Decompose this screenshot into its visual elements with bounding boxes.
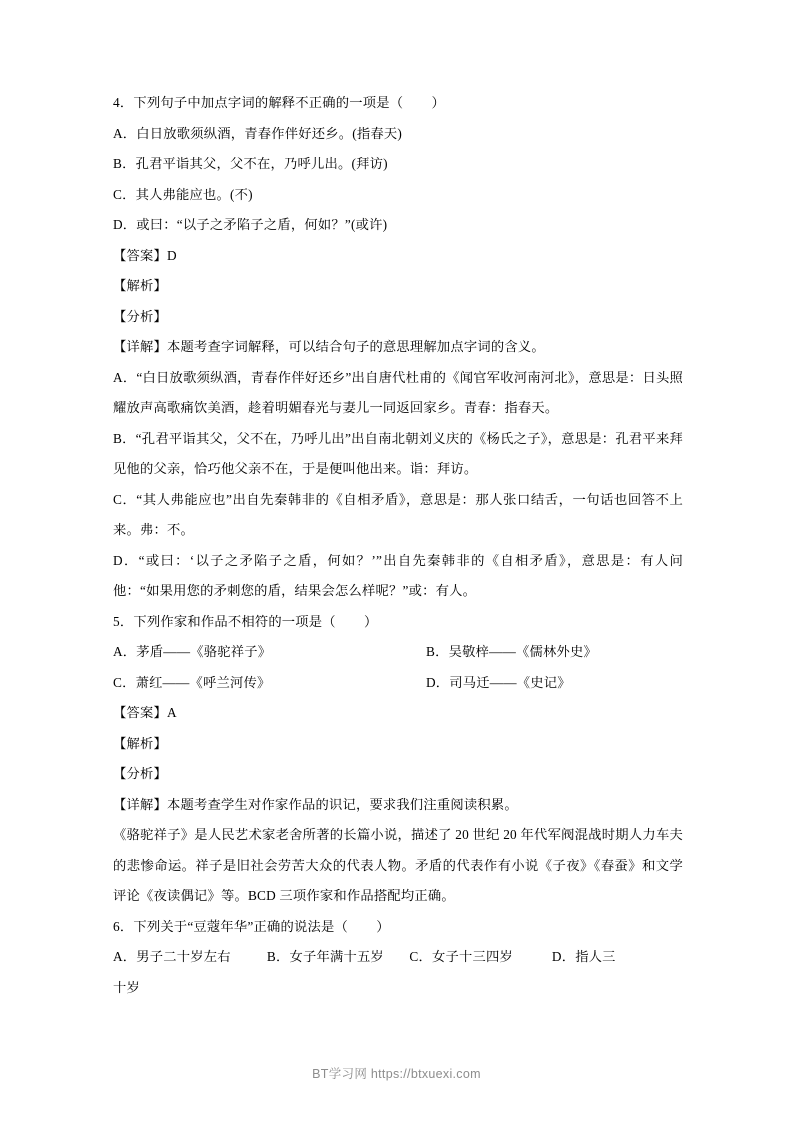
question-4-explanation: 【详解】本题考查字词解释，可以结合句子的意思理解加点字词的含义。 — [113, 339, 545, 354]
question-4-option-c: C．其人弗能应也。(不) — [113, 186, 253, 202]
question-6-option-c: C．女子十三四岁 — [409, 949, 513, 964]
question-5-explanation: 【详解】本题考查学生对作家作品的识记，要求我们注重阅读积累。 — [113, 796, 518, 812]
document-body — [113, 88, 683, 1003]
question-6-option-d: D．指人三 — [551, 949, 616, 964]
question-4: 4．下列句子中加点字词的解释不正确的一项是（ ） — [113, 95, 445, 110]
question-4-explanation-b: B．“孔君平诣其父，父不在，乃呼儿出”出自南北朝刘义庆的《杨氏之子》，意思是：孔君平来拜见他的父亲，恰巧他父亲不在，于是便叫他出来。诣：拜访。 — [113, 430, 683, 476]
question-5-option-b: B．吴敬梓——《儒林外史》 — [426, 644, 598, 659]
question-4-option-b: B．孔君平诣其父，父不在，乃呼儿出。(拜访) — [113, 156, 388, 171]
question-4-analysis-label: 【解析】 — [113, 278, 167, 293]
question-5-option-a: A．茅盾——《骆驼祥子》 — [113, 644, 272, 659]
question-4-breakdown-label: 【分析】 — [113, 308, 167, 324]
question-5-option-c: C．萧红——《呼兰河传》 — [113, 674, 271, 690]
question-6-option-a: A．男子二十岁左右 — [113, 949, 231, 964]
question-4-explanation-c: C．“其人弗能应也”出自先秦韩非的《自相矛盾》，意思是：那人张口结舌，一句话也回答不上来。弗：不。 — [113, 491, 683, 537]
question-5-options-row-1 — [113, 637, 683, 668]
question-4-option-d: D．或曰：“以子之矛陷子之盾，何如？”(或许) — [113, 217, 388, 232]
page-footer: BT学习网 https://btxuexi.com — [312, 1067, 481, 1081]
question-6: 6．下列关于“豆蔻年华”正确的说法是（ ） — [113, 918, 390, 934]
question-5-answer: 【答案】A — [113, 705, 177, 720]
question-5-breakdown-label: 【分析】 — [113, 766, 167, 781]
question-4-answer: 【答案】D — [113, 247, 177, 263]
question-6-option-d-continuation: 十岁 — [113, 979, 140, 995]
question-4-explanation-a: A．“白日放歌须纵酒，青春作伴好还乡”出自唐代杜甫的《闻官军收河南河北》，意思是：日头照耀放声高歌痛饮美酒，趁着明媚春光与妻儿一同返回家乡。青春：指春天。 — [113, 369, 683, 415]
question-5-explanation-detail: 《骆驼祥子》是人民艺术家老舍所著的长篇小说，描述了 20 世纪 20 年代军阀混战时期人力车夫的悲惨命运。祥子是旧社会劳苦大众的代表人物。矛盾的代表作有小说《子夜》《春蚕》和文学评论《夜读偶记》等。BCD 三项作家和作品搭配均正确。 — [113, 827, 683, 903]
question-5: 5．下列作家和作品不相符的一项是（ ） — [113, 613, 378, 629]
question-4-option-a: A．白日放歌须纵酒，青春作伴好还乡。(指春天) — [113, 125, 402, 141]
question-5-options-row-2 — [113, 668, 683, 699]
question-6-option-b: B．女子年满十五岁 — [266, 949, 384, 964]
question-6-options-row — [113, 942, 683, 973]
question-5-option-d: D．司马迁——《史记》 — [426, 674, 571, 690]
question-5-analysis-label: 【解析】 — [113, 735, 167, 751]
question-4-explanation-d: D．“或曰：‘以子之矛陷子之盾，何如？’”出自先秦韩非的《自相矛盾》，意思是：有人问他：“如果用您的矛刺您的盾，结果会怎么样呢？”或：有人。 — [113, 552, 683, 598]
